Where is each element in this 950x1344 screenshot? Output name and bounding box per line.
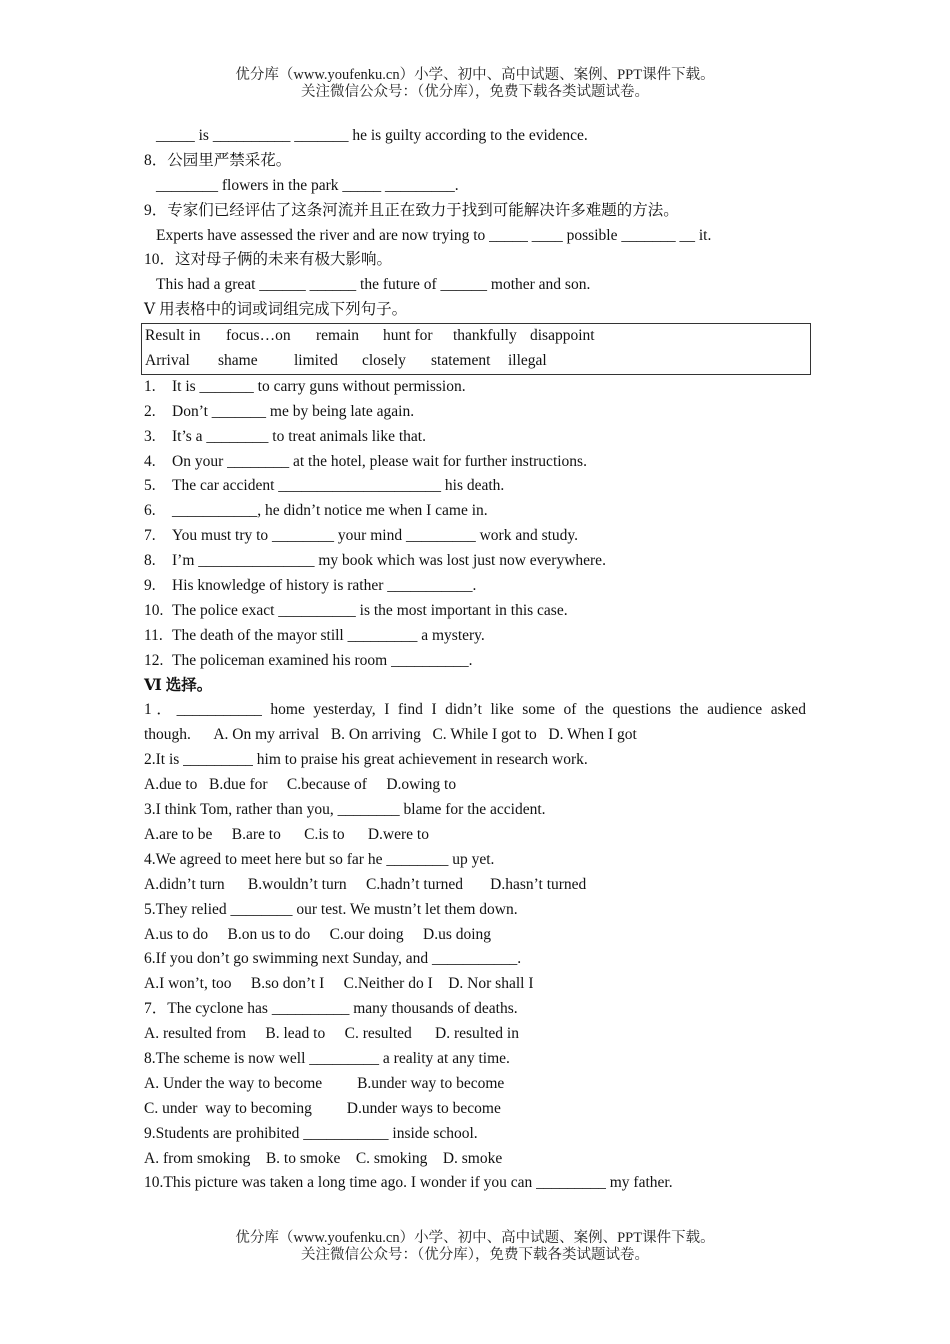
s6-line: A.I won’t, too B.so don’t I C.Neither do I D. Nor shall I bbox=[144, 975, 534, 993]
s5-item bbox=[144, 599, 806, 624]
s5-item bbox=[144, 524, 806, 549]
s6-line: A. Under the way to become B.under way to become bbox=[144, 1074, 505, 1092]
s5-item-text: I’m _______________ my book which was lost just now everywhere. bbox=[172, 552, 606, 570]
word-box bbox=[141, 323, 811, 375]
s5-item bbox=[144, 499, 806, 524]
s5-item bbox=[144, 450, 806, 475]
s5-item-text: ___________, he didn’t notice me when I came in. bbox=[172, 502, 488, 520]
s5-item bbox=[144, 574, 806, 599]
s6-line: A. from smoking B. to smoke C. smoking D. smoke bbox=[144, 1149, 503, 1167]
s5-item-number: 9. bbox=[144, 577, 156, 595]
word-disappoint: disappoint bbox=[530, 327, 595, 345]
header-line-2: 关注微信公众号：（优分库），免费下载各类试题试卷。 bbox=[301, 84, 649, 100]
s5-item-number: 6. bbox=[144, 502, 156, 520]
s5-item-list bbox=[144, 375, 806, 674]
s5-item-text: It is _______ to carry guns without permission. bbox=[172, 377, 466, 395]
s5-item bbox=[144, 375, 806, 400]
s5-item-number: 4. bbox=[144, 452, 156, 470]
s6-line: A.us to do B.on us to do C.our doing D.us doing bbox=[144, 925, 492, 943]
s5-item-text: Don’t _______ me by being late again. bbox=[172, 402, 415, 420]
s6-line: 7．The cyclone has __________ many thousands of deaths. bbox=[144, 1000, 518, 1018]
s5-title: Ⅴ 用表格中的词或词组完成下列句子。 bbox=[144, 301, 408, 319]
s6-line: C. under way to becoming D.under ways to become bbox=[144, 1099, 501, 1117]
s4-q9-cn: 9．专家们已经评估了这条河流并且正在致力于找到可能解决许多难题的方法。 bbox=[144, 201, 679, 219]
header-line-1: 优分库（www.youfenku.cn）小学、初中、高中试题、案例、PPT课件下载。 bbox=[235, 67, 715, 83]
s5-item-number: 12. bbox=[144, 651, 164, 669]
s6-line-list bbox=[144, 698, 806, 1196]
s5-item-text: It’s a ________ to treat animals like that. bbox=[172, 427, 426, 445]
s4-q8-cn: 8．公园里严禁采花。 bbox=[144, 151, 292, 169]
word-hunt-for: hunt for bbox=[383, 327, 433, 345]
s5-item-number: 5. bbox=[144, 477, 156, 495]
s6-line: 4.We agreed to meet here but so far he ________ up yet. bbox=[144, 850, 495, 868]
s5-item bbox=[144, 400, 806, 425]
word-thankfully: thankfully bbox=[453, 327, 517, 345]
s6-line: 9.Students are prohibited ___________ inside school. bbox=[144, 1124, 478, 1142]
word-focus-on: focus…on bbox=[226, 327, 291, 345]
s5-item-number: 7. bbox=[144, 527, 156, 545]
s6-line: 3.I think Tom, rather than you, ________ blame for the accident. bbox=[144, 801, 546, 819]
s5-item-text: The death of the mayor still _________ a mystery. bbox=[172, 626, 485, 644]
s6-title: Ⅵ 选择。 bbox=[144, 676, 213, 694]
s5-item-number: 8. bbox=[144, 552, 156, 570]
s4-line-0: _____ is __________ _______ he is guilty according to the evidence. bbox=[156, 127, 588, 144]
s5-item-number: 1. bbox=[144, 377, 156, 395]
s5-item-number: 2. bbox=[144, 402, 156, 420]
s5-item-text: The car accident _____________________ his death. bbox=[172, 477, 505, 495]
word-box-row-1 bbox=[145, 324, 810, 349]
s5-item bbox=[144, 624, 806, 649]
s6-line: 10.This picture was taken a long time ago. I wonder if you can _________ my father. bbox=[144, 1174, 673, 1192]
s4-q9-en: Experts have assessed the river and are now trying to _____ ____ possible _______ __ it. bbox=[156, 226, 712, 244]
s5-item-text: The police exact __________ is the most important in this case. bbox=[172, 601, 568, 619]
word-arrival: Arrival bbox=[145, 352, 190, 370]
s6-line: A.are to be B.are to C.is to D.were to bbox=[144, 825, 429, 843]
word-limited: limited bbox=[294, 352, 338, 370]
word-shame: shame bbox=[218, 352, 258, 370]
word-statement: statement bbox=[431, 352, 491, 370]
s5-item-text: His knowledge of history is rather ___________. bbox=[172, 577, 477, 595]
s5-item bbox=[144, 649, 806, 674]
word-box-row-2 bbox=[145, 349, 810, 374]
word-result-in: Result in bbox=[145, 327, 201, 345]
s6-line: 5.They relied ________ our test. We mustn’t let them down. bbox=[144, 900, 518, 918]
document-body bbox=[144, 124, 806, 1196]
s6-line: A.didn’t turn B.wouldn’t turn C.hadn’t turned D.hasn’t turned bbox=[144, 875, 587, 893]
s5-item bbox=[144, 549, 806, 574]
footer-line-2: 关注微信公众号：（优分库），免费下载各类试题试卷。 bbox=[301, 1247, 649, 1263]
s5-item-text: On your ________ at the hotel, please wait for further instructions. bbox=[172, 452, 587, 470]
s5-item-text: The policeman examined his room __________. bbox=[172, 651, 473, 669]
s5-item bbox=[144, 474, 806, 499]
s5-item-text: You must try to ________ your mind _________ work and study. bbox=[172, 527, 579, 545]
s4-q8-en: ________ flowers in the park _____ _________. bbox=[156, 176, 459, 194]
s6-line: A.due to B.due for C.because of D.owing to bbox=[144, 776, 457, 794]
s4-q10-cn: 10．这对母子俩的未来有极大影响。 bbox=[144, 251, 393, 269]
s5-item-number: 3. bbox=[144, 427, 156, 445]
page-footer bbox=[0, 1230, 950, 1264]
s5-item-number: 11. bbox=[144, 626, 163, 644]
s6-line: A. resulted from B. lead to C. resulted D. resulted in bbox=[144, 1025, 519, 1043]
footer-line-1: 优分库（www.youfenku.cn）小学、初中、高中试题、案例、PPT课件下载。 bbox=[235, 1230, 715, 1246]
word-remain: remain bbox=[316, 327, 360, 345]
s5-item bbox=[144, 425, 806, 450]
s4-q10-en: This had a great ______ ______ the future of ______ mother and son. bbox=[156, 276, 591, 294]
s6-line: 2.It is _________ him to praise his great achievement in research work. bbox=[144, 751, 588, 769]
s6-line: 8.The scheme is now well _________ a reality at any time. bbox=[144, 1049, 510, 1067]
page-header bbox=[0, 67, 950, 101]
s6-question-line: 1．___________ home yesterday, I find I didn’t like some of the questions the audience asked bbox=[144, 701, 806, 719]
s5-item-number: 10. bbox=[144, 601, 164, 619]
s6-line: though. A. On my arrival B. On arriving C. While I got to D. When I got bbox=[144, 726, 637, 744]
s6-line: 6.If you don’t go swimming next Sunday, and ___________. bbox=[144, 950, 522, 968]
word-illegal: illegal bbox=[508, 352, 547, 370]
word-closely: closely bbox=[362, 352, 406, 370]
